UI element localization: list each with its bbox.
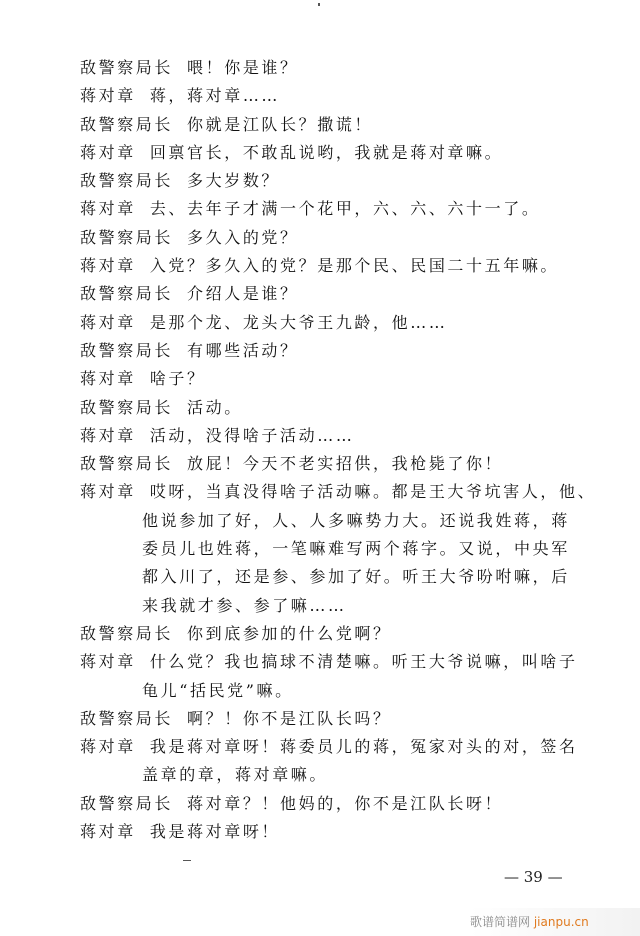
dialogue-text: 活动。 (187, 397, 243, 417)
speaker-name: 敌警察局长 (80, 793, 174, 813)
dialogue-continuation (80, 507, 580, 535)
dialogue-continuation (80, 761, 580, 789)
watermark (470, 908, 640, 936)
dialogue-text: 我是蒋对章呀！ (149, 822, 281, 842)
speaker-name: 蒋对章 (80, 142, 136, 162)
dialogue-line (80, 224, 580, 252)
dialogue-text: 有哪些活动？ (187, 340, 299, 360)
dialogue-line (80, 394, 580, 422)
dialogue-line (80, 111, 580, 139)
dialogue-line (80, 790, 580, 818)
dialogue-text: 去、去年子才满一个花甲，六、六、六十一了。 (149, 199, 541, 219)
dialogue-text: 你就是江队长？撒谎！ (187, 114, 374, 134)
dialogue-text: 蒋对章？！他妈的，你不是江队长呀！ (187, 793, 504, 813)
dialogue-line (80, 337, 580, 365)
dialogue-continuation (80, 677, 580, 705)
dialogue-line (80, 818, 580, 846)
speaker-name: 蒋对章 (80, 482, 136, 502)
dialogue-line (80, 620, 580, 648)
speaker-name: 蒋对章 (80, 652, 136, 672)
script-page-body (80, 54, 597, 846)
dialogue-line (80, 139, 580, 167)
watermark-domain: jianpu.cn (533, 915, 589, 929)
dialogue-text: 你到底参加的什么党啊？ (187, 623, 392, 643)
dialogue-text: 活动，没得啥子活动…… (149, 425, 355, 445)
speaker-name: 敌警察局长 (80, 114, 174, 134)
dialogue-line (80, 54, 580, 82)
dialogue-text: 喂！你是谁？ (187, 58, 299, 77)
dialogue-text: 什么党？我也搞球不清楚嘛。听王大爷说嘛，叫啥子 (149, 652, 578, 672)
page-number: — 39 — (504, 868, 563, 886)
dialogue-text: 多久入的党？ (187, 227, 299, 247)
speaker-name: 蒋对章 (80, 312, 136, 332)
dialogue-line (80, 280, 580, 308)
dialogue-continuation (80, 592, 580, 620)
dialogue-text: 他说参加了好，人、人多嘛势力大。还说我姓蒋，蒋 (142, 510, 570, 530)
dialogue-text: 都入川了，还是参、参加了好。听王大爷吩咐嘛，后 (142, 567, 570, 587)
dialogue-text: 啊？！你不是江队长吗？ (187, 708, 392, 728)
speaker-name: 敌警察局长 (80, 284, 174, 304)
speaker-name: 蒋对章 (80, 86, 136, 106)
dialogue-text: 啥子？ (149, 369, 206, 389)
dialogue-line (80, 705, 580, 733)
dialogue-line (80, 167, 580, 195)
dialogue-text: 哎呀，当真没得啥子活动嘛。都是王大爷坑害人，他、 (149, 482, 597, 502)
scan-speck (183, 860, 191, 861)
dialogue-line (80, 82, 580, 110)
speaker-name: 蒋对章 (80, 199, 136, 219)
watermark-site: 歌谱简谱网 (470, 915, 531, 929)
dialogue-continuation (80, 535, 580, 563)
speaker-name: 敌警察局长 (80, 58, 174, 77)
dialogue-text: 入党？多久入的党？是那个民、民国二十五年嘛。 (149, 256, 560, 276)
speaker-name: 蒋对章 (80, 425, 136, 445)
dialogue-text: 介绍人是谁？ (187, 284, 299, 304)
scan-speck (318, 3, 320, 6)
dialogue-line (80, 733, 580, 761)
speaker-name: 敌警察局长 (80, 171, 174, 191)
dialogue-text: 回禀官长，不敢乱说哟，我就是蒋对章嘛。 (149, 142, 504, 162)
dialogue-line (80, 450, 580, 478)
dialogue-line (80, 365, 580, 393)
dialogue-line (80, 309, 580, 337)
dialogue-continuation (80, 563, 580, 591)
dialogue-line (80, 252, 580, 280)
speaker-name: 敌警察局长 (80, 708, 174, 728)
dialogue-line (80, 422, 580, 450)
speaker-name: 敌警察局长 (80, 623, 174, 643)
dialogue-text: 盖章的章，蒋对章嘛。 (142, 765, 329, 785)
speaker-name: 敌警察局长 (80, 397, 174, 417)
dialogue-text: 蒋，蒋对章…… (149, 86, 281, 106)
speaker-name: 敌警察局长 (80, 227, 174, 247)
dialogue-line (80, 195, 580, 223)
dialogue-text: 多大岁数？ (187, 171, 281, 191)
speaker-name: 敌警察局长 (80, 340, 174, 360)
dialogue-text: 我是蒋对章呀！蒋委员儿的蒋，冤家对头的对，签名 (149, 737, 578, 757)
dialogue-line (80, 648, 580, 676)
speaker-name: 蒋对章 (80, 737, 136, 757)
dialogue-text: 来我就才参、参了嘛…… (142, 595, 347, 615)
speaker-name: 蒋对章 (80, 369, 136, 389)
speaker-name: 蒋对章 (80, 822, 136, 842)
dialogue-line (80, 478, 597, 506)
dialogue-text: 放屁！今天不老实招供，我枪毙了你！ (187, 454, 504, 474)
speaker-name: 蒋对章 (80, 256, 136, 276)
dialogue-text: 委员儿也姓蒋，一笔嘛难写两个蒋字。又说，中央军 (142, 539, 570, 559)
speaker-name: 敌警察局长 (80, 454, 174, 474)
dialogue-text: 是那个龙、龙头大爷王九龄，他…… (149, 312, 448, 332)
dialogue-text: 龟儿“括民党”嘛。 (142, 680, 294, 700)
